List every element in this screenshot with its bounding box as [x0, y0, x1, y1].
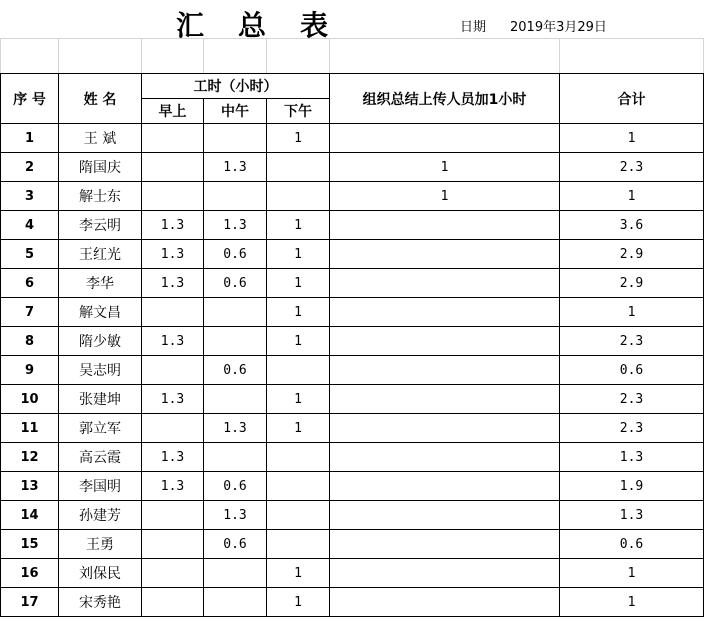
header-name: 姓 名: [59, 74, 142, 124]
noon-cell[interactable]: 0.6: [204, 472, 267, 501]
noon-cell[interactable]: 0.6: [204, 240, 267, 269]
noon-cell[interactable]: 1.3: [204, 211, 267, 240]
table-row: [1, 269, 704, 298]
total-cell[interactable]: 0.6: [560, 530, 704, 559]
header-hours-group: 工时（小时）: [142, 74, 330, 99]
date-value: 2019年3月29日: [510, 20, 607, 35]
total-cell[interactable]: 1: [560, 588, 704, 617]
noon-cell[interactable]: [204, 443, 267, 472]
noon-cell[interactable]: 1.3: [204, 153, 267, 182]
afternoon-cell[interactable]: [267, 153, 330, 182]
noon-cell[interactable]: [204, 559, 267, 588]
upload-bonus-cell[interactable]: [330, 124, 560, 153]
upload-bonus-cell[interactable]: [330, 443, 560, 472]
upload-bonus-cell[interactable]: [330, 269, 560, 298]
total-cell[interactable]: 2.9: [560, 269, 704, 298]
header-noon: 中午: [204, 99, 267, 124]
upload-bonus-cell[interactable]: [330, 211, 560, 240]
morning-cell[interactable]: [142, 124, 204, 153]
table-row: [1, 153, 704, 182]
afternoon-cell[interactable]: [267, 356, 330, 385]
name-cell[interactable]: 李云明: [59, 211, 142, 240]
name-cell[interactable]: 宋秀艳: [59, 588, 142, 617]
noon-cell[interactable]: 1.3: [204, 501, 267, 530]
afternoon-cell[interactable]: 1: [267, 240, 330, 269]
afternoon-cell[interactable]: 1: [267, 211, 330, 240]
upload-bonus-cell[interactable]: [330, 240, 560, 269]
morning-cell[interactable]: [142, 588, 204, 617]
name-cell[interactable]: 李国明: [59, 472, 142, 501]
morning-cell[interactable]: [142, 153, 204, 182]
table-row: [1, 385, 704, 414]
morning-cell[interactable]: 1.3: [142, 443, 204, 472]
upload-bonus-cell[interactable]: [330, 298, 560, 327]
afternoon-cell[interactable]: [267, 443, 330, 472]
blank-cell[interactable]: [204, 39, 267, 74]
upload-bonus-cell[interactable]: 1: [330, 153, 560, 182]
seq-cell[interactable]: 9: [1, 356, 59, 385]
table-row: [1, 559, 704, 588]
afternoon-cell[interactable]: 1: [267, 559, 330, 588]
name-cell[interactable]: 高云霞: [59, 443, 142, 472]
noon-cell[interactable]: [204, 298, 267, 327]
afternoon-cell[interactable]: 1: [267, 414, 330, 443]
total-cell[interactable]: 2.3: [560, 153, 704, 182]
seq-cell[interactable]: 16: [1, 559, 59, 588]
total-cell[interactable]: 1.3: [560, 443, 704, 472]
total-cell[interactable]: 1: [560, 124, 704, 153]
name-cell[interactable]: 王勇: [59, 530, 142, 559]
blank-cell[interactable]: [560, 39, 704, 74]
upload-bonus-cell[interactable]: [330, 472, 560, 501]
total-cell[interactable]: 2.3: [560, 327, 704, 356]
upload-bonus-cell[interactable]: 1: [330, 182, 560, 211]
afternoon-cell[interactable]: 1: [267, 124, 330, 153]
name-cell[interactable]: 孙建芳: [59, 501, 142, 530]
total-cell[interactable]: 3.6: [560, 211, 704, 240]
afternoon-cell[interactable]: [267, 501, 330, 530]
blank-cell[interactable]: [59, 39, 142, 74]
name-cell[interactable]: 解士东: [59, 182, 142, 211]
morning-cell[interactable]: 1.3: [142, 327, 204, 356]
upload-bonus-cell[interactable]: [330, 559, 560, 588]
table-row: [1, 182, 704, 211]
morning-cell[interactable]: [142, 356, 204, 385]
total-cell[interactable]: 2.3: [560, 414, 704, 443]
sheet-header: [0, 0, 705, 42]
upload-bonus-cell[interactable]: [330, 356, 560, 385]
afternoon-cell[interactable]: 1: [267, 385, 330, 414]
blank-cell[interactable]: [142, 39, 204, 74]
seq-cell[interactable]: 11: [1, 414, 59, 443]
blank-row: [1, 39, 704, 74]
table-row: [1, 530, 704, 559]
seq-cell[interactable]: 12: [1, 443, 59, 472]
name-cell[interactable]: 李华: [59, 269, 142, 298]
morning-cell[interactable]: 1.3: [142, 472, 204, 501]
blank-cell[interactable]: [1, 39, 59, 74]
upload-bonus-cell[interactable]: [330, 327, 560, 356]
seq-cell[interactable]: 7: [1, 298, 59, 327]
seq-cell[interactable]: 14: [1, 501, 59, 530]
afternoon-cell[interactable]: 1: [267, 588, 330, 617]
morning-cell[interactable]: [142, 530, 204, 559]
name-cell[interactable]: 解文昌: [59, 298, 142, 327]
table-row: [1, 472, 704, 501]
header-total: 合计: [560, 74, 704, 124]
name-cell[interactable]: 张建坤: [59, 385, 142, 414]
upload-bonus-cell[interactable]: [330, 501, 560, 530]
total-cell[interactable]: 1.3: [560, 501, 704, 530]
morning-cell[interactable]: [142, 298, 204, 327]
name-cell[interactable]: 刘保民: [59, 559, 142, 588]
total-cell[interactable]: 2.3: [560, 385, 704, 414]
table-row: [1, 414, 704, 443]
noon-cell[interactable]: [204, 385, 267, 414]
total-cell[interactable]: 2.9: [560, 240, 704, 269]
noon-cell[interactable]: 1.3: [204, 414, 267, 443]
table-row: [1, 356, 704, 385]
morning-cell[interactable]: [142, 501, 204, 530]
morning-cell[interactable]: 1.3: [142, 211, 204, 240]
table-row: [1, 327, 704, 356]
afternoon-cell[interactable]: [267, 472, 330, 501]
morning-cell[interactable]: [142, 559, 204, 588]
name-cell[interactable]: 吴志明: [59, 356, 142, 385]
name-cell[interactable]: 王红光: [59, 240, 142, 269]
seq-cell[interactable]: 10: [1, 385, 59, 414]
sheet-title: 汇总表: [176, 9, 363, 42]
table-row: [1, 211, 704, 240]
seq-cell[interactable]: 3: [1, 182, 59, 211]
seq-cell[interactable]: 5: [1, 240, 59, 269]
total-cell[interactable]: 1: [560, 298, 704, 327]
afternoon-cell[interactable]: [267, 530, 330, 559]
date-label: 日期: [460, 20, 487, 35]
header-seq: 序 号: [1, 74, 59, 124]
blank-cell[interactable]: [330, 39, 560, 74]
noon-cell[interactable]: 0.6: [204, 356, 267, 385]
table-row: [1, 588, 704, 617]
seq-cell[interactable]: 6: [1, 269, 59, 298]
noon-cell[interactable]: 0.6: [204, 269, 267, 298]
upload-bonus-cell[interactable]: [330, 588, 560, 617]
upload-bonus-cell[interactable]: [330, 414, 560, 443]
table-row: [1, 443, 704, 472]
total-cell[interactable]: 1.9: [560, 472, 704, 501]
upload-bonus-cell[interactable]: [330, 385, 560, 414]
name-cell[interactable]: 隋少敏: [59, 327, 142, 356]
morning-cell[interactable]: 1.3: [142, 269, 204, 298]
table-row: [1, 124, 704, 153]
morning-cell[interactable]: [142, 182, 204, 211]
name-cell[interactable]: 隋国庆: [59, 153, 142, 182]
summary-table: [0, 38, 704, 617]
afternoon-cell[interactable]: [267, 182, 330, 211]
noon-cell[interactable]: [204, 327, 267, 356]
afternoon-cell[interactable]: 1: [267, 298, 330, 327]
header-upload-bonus: 组织总结上传人员加1小时: [330, 74, 560, 124]
table-row: [1, 298, 704, 327]
header-row: [1, 74, 704, 99]
header-afternoon: 下午: [267, 99, 330, 124]
seq-cell[interactable]: 4: [1, 211, 59, 240]
afternoon-cell[interactable]: 1: [267, 327, 330, 356]
table-row: [1, 240, 704, 269]
name-cell[interactable]: 王 斌: [59, 124, 142, 153]
seq-cell[interactable]: 15: [1, 530, 59, 559]
morning-cell[interactable]: 1.3: [142, 240, 204, 269]
upload-bonus-cell[interactable]: [330, 530, 560, 559]
afternoon-cell[interactable]: 1: [267, 269, 330, 298]
sheet-date: [460, 16, 607, 35]
header-morning: 早上: [142, 99, 204, 124]
noon-cell[interactable]: [204, 588, 267, 617]
name-cell[interactable]: 郭立军: [59, 414, 142, 443]
noon-cell[interactable]: 0.6: [204, 530, 267, 559]
total-cell[interactable]: 1: [560, 559, 704, 588]
seq-cell[interactable]: 8: [1, 327, 59, 356]
total-cell[interactable]: 0.6: [560, 356, 704, 385]
blank-cell[interactable]: [267, 39, 330, 74]
seq-cell[interactable]: 17: [1, 588, 59, 617]
seq-cell[interactable]: 2: [1, 153, 59, 182]
table-row: [1, 501, 704, 530]
noon-cell[interactable]: [204, 124, 267, 153]
morning-cell[interactable]: [142, 414, 204, 443]
seq-cell[interactable]: 1: [1, 124, 59, 153]
morning-cell[interactable]: 1.3: [142, 385, 204, 414]
noon-cell[interactable]: [204, 182, 267, 211]
seq-cell[interactable]: 13: [1, 472, 59, 501]
total-cell[interactable]: 1: [560, 182, 704, 211]
